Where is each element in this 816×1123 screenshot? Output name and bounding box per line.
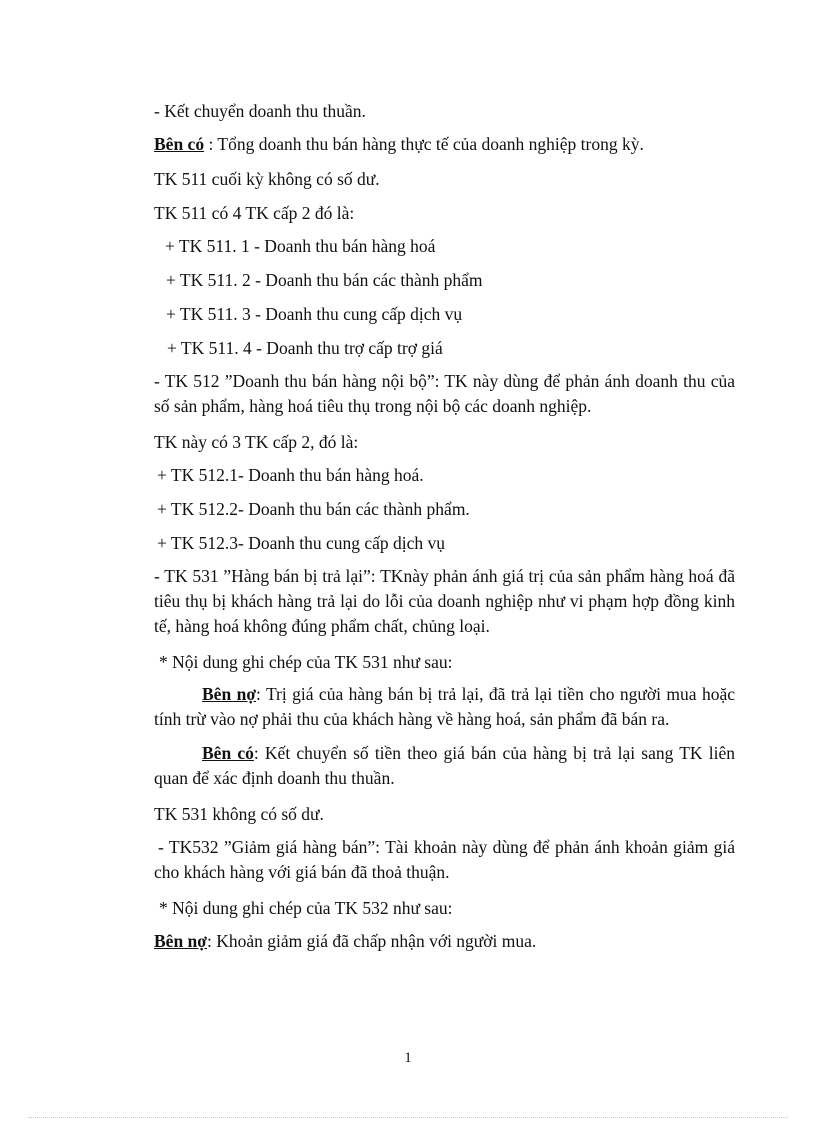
paragraph-tk512: - TK 512 ”Doanh thu bán hàng nội bộ”: TK này dùng để phản ánh doanh thu của số sản phẩm, hàng hoá tiêu thụ trong nội bộ các doanh nghiệp.: [154, 371, 735, 416]
text-line: - Kết chuyển doanh thu thuần.: [154, 101, 366, 121]
ben-no-text: : Khoản giảm giá đã chấp nhận với người mua.: [206, 931, 537, 951]
list-item: + TK 512.3- Doanh thu cung cấp dịch vụ: [157, 533, 446, 553]
ben-co-label: Bên có: [202, 743, 254, 763]
ben-co-text: : Kết chuyển số tiền theo giá bán của hàng bị trả lại sang TK liên quan để xác định doanh thu thuần.: [154, 743, 735, 788]
text-line: TK này có 3 TK cấp 2, đó là:: [154, 432, 359, 452]
text-line: TK 511 cuối kỳ không có số dư.: [154, 169, 380, 189]
list-item: + TK 512.2- Doanh thu bán các thành phẩm.: [157, 499, 470, 519]
page-divider: [28, 1117, 788, 1118]
page-number: 1: [404, 1050, 412, 1066]
ben-co-line: [154, 133, 644, 155]
paragraph-tk532: [154, 835, 735, 885]
tk532-text: - TK532 ”Giảm giá hàng bán”: Tài khoản này dùng để phản ánh khoản giảm giá cho khách hàng với giá bán đã thoả thuận.: [154, 837, 735, 882]
text-line: TK 531 không có số dư.: [154, 804, 324, 824]
list-item: + TK 511. 4 - Doanh thu trợ cấp trợ giá: [167, 338, 443, 358]
text-line: TK 511 có 4 TK cấp 2 đó là:: [154, 203, 355, 223]
paragraph-ben-co-531: [154, 741, 735, 791]
ben-no-label: Bên nợ: [202, 684, 257, 704]
ben-no-line: [154, 930, 536, 952]
paragraph-tk531: - TK 531 ”Hàng bán bị trả lại”: TKnày phản ánh giá trị của sản phẩm hàng hoá đã tiêu thụ bị khách hàng trả lại do lỗi của doanh nghiệp như vi phạm hợp đồng kinh tế, hàng hoá không đúng phẩm chất, chủng loại.: [154, 566, 735, 636]
list-item: + TK 511. 1 - Doanh thu bán hàng hoá: [165, 236, 436, 256]
list-item: + TK 512.1- Doanh thu bán hàng hoá.: [157, 465, 424, 485]
ben-co-text: : Tổng doanh thu bán hàng thực tế của doanh nghiệp trong kỳ.: [204, 134, 644, 154]
ben-no-label: Bên nợ: [154, 931, 207, 951]
text-line: * Nội dung ghi chép của TK 531 như sau:: [159, 652, 453, 672]
list-item: + TK 511. 3 - Doanh thu cung cấp dịch vụ: [166, 304, 463, 324]
paragraph-ben-no-531: [154, 682, 735, 732]
ben-no-text: : Trị giá của hàng bán bị trả lại, đã trả lại tiền cho người mua hoặc tính trừ vào nợ phải thu của khách hàng về hàng hoá, sản phẩm đã bán ra.: [154, 684, 735, 729]
ben-co-label: Bên có: [154, 134, 205, 154]
list-item: + TK 511. 2 - Doanh thu bán các thành phẩm: [166, 270, 483, 290]
text-line: * Nội dung ghi chép của TK 532 như sau:: [159, 898, 453, 918]
